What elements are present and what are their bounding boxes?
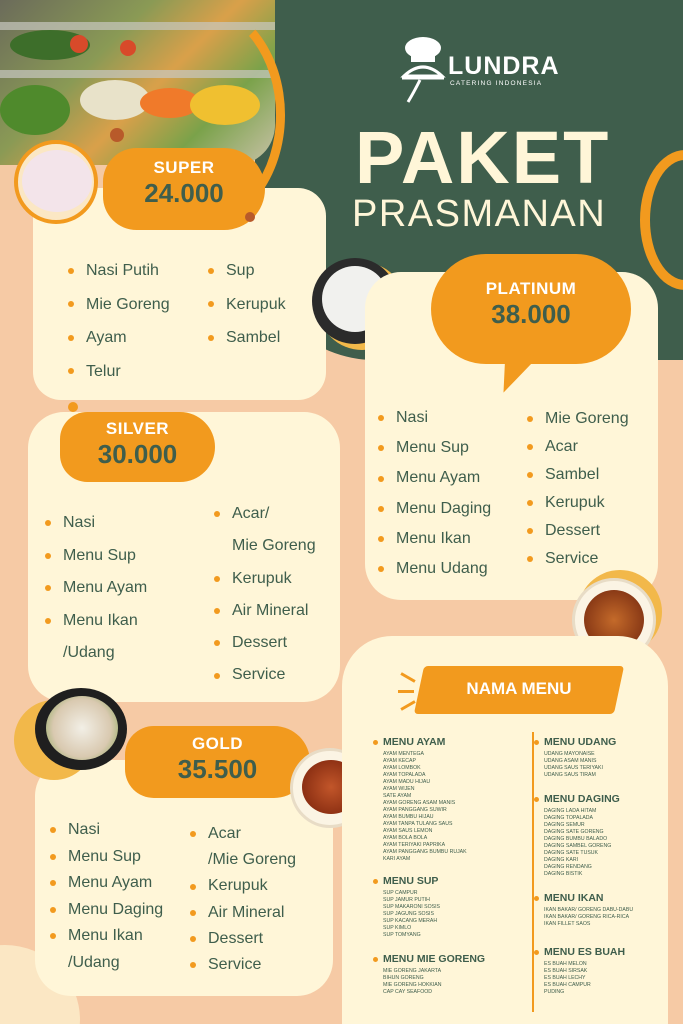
menu-column-right	[534, 736, 664, 1008]
brand-name: LUNDRA	[448, 52, 560, 80]
list-item: Telur	[68, 355, 170, 389]
list-item: Dessert	[527, 517, 629, 545]
menu-group-udang	[534, 736, 664, 779]
super-list-1	[68, 254, 170, 388]
gold-list-1	[50, 817, 163, 976]
badge-silver	[60, 412, 215, 482]
menu-item: AYAM MENTEGA	[383, 751, 425, 757]
menu-heading: MENU ES BUAH	[534, 946, 664, 958]
list-item: Sambel	[208, 321, 286, 355]
list-item: Menu Ayam	[378, 463, 491, 493]
title-prasmanan: PRASMANAN	[352, 193, 607, 235]
title-paket: PAKET	[355, 116, 611, 199]
menu-group-ayam	[373, 736, 528, 863]
menu-item: AYAM SAUS LEMON	[383, 828, 433, 834]
menu-item: DAGING RENDANG	[544, 864, 592, 870]
menu-heading: MENU MIE GORENG	[373, 953, 528, 965]
list-item: Menu Ikan	[45, 605, 147, 638]
list-item: Dessert	[214, 627, 316, 659]
package-price: 38.000	[491, 299, 571, 329]
menu-item: UDANG MAYONAISE	[544, 751, 595, 757]
menu-item: AYAM PANGGANG BUMBU RUJAK	[383, 849, 467, 855]
menu-item: AYAM TOPALADA	[383, 772, 426, 778]
decor-dot	[110, 128, 124, 142]
list-item: Acar/	[214, 498, 316, 530]
list-item: Sambel	[527, 461, 629, 489]
list-item: Menu Daging	[50, 897, 163, 924]
menu-item: AYAM LOMBOK	[383, 765, 421, 771]
badge-gold	[125, 726, 310, 798]
menu-item: DAGING SATE TUSUK	[544, 850, 598, 856]
menu-item: SUP KIMLO	[383, 925, 412, 931]
menu-item: AYAM BOLA BOLA	[383, 835, 428, 841]
gold-list-2	[190, 821, 296, 978]
menu-item: IKAN BAKAR/ GORENG RICA-RICA	[544, 914, 630, 920]
list-item: Menu Sup	[45, 540, 147, 573]
menu-group-ikan	[534, 892, 664, 928]
package-name: GOLD	[191, 734, 244, 753]
list-item: /Udang	[63, 644, 115, 661]
list-item: Nasi Putih	[68, 254, 170, 288]
menu-item: AYAM WIJEN	[383, 786, 415, 792]
package-name: SUPER	[153, 158, 215, 177]
menu-heading: MENU SUP	[373, 875, 528, 887]
silver-list-2	[214, 498, 316, 692]
silver-list-1	[45, 507, 147, 670]
package-name: SILVER	[105, 419, 170, 438]
list-item: Menu Udang	[378, 554, 491, 584]
package-price: 30.000	[97, 439, 178, 469]
list-item: Service	[214, 659, 316, 691]
menu-group-mie-goreng	[373, 953, 528, 996]
brand-tagline: CATERING INDONESIA	[450, 80, 543, 87]
menu-item: MIE GORENG HOKKIAN	[383, 982, 442, 988]
menu-item: AYAM PANGGANG SUWIR	[383, 807, 447, 813]
menu-items-udang	[534, 751, 664, 779]
menu-item: DAGING KARI	[544, 857, 579, 863]
menu-item: BIHUN GORENG	[383, 975, 424, 981]
package-name: PLATINUM	[485, 279, 577, 298]
list-item: Acar	[190, 821, 296, 847]
seafood	[46, 696, 118, 760]
list-item: Air Mineral	[190, 900, 296, 926]
menu-item: AYAM MADU HIJAU	[383, 779, 431, 785]
menu-item: ES BUAH LECHY	[544, 975, 586, 981]
menu-items-sup	[373, 890, 528, 939]
menu-group-es-buah	[534, 946, 664, 996]
list-item: Mie Goreng	[68, 288, 170, 322]
brand-logo	[400, 34, 560, 104]
list-item: Kerupuk	[208, 288, 286, 322]
list-item: Dessert	[190, 926, 296, 952]
decor-dot	[68, 402, 78, 412]
menu-item: PUDING	[544, 989, 565, 995]
list-item: Kerupuk	[527, 489, 629, 517]
list-item: Kerupuk	[214, 563, 316, 595]
list-item: Menu Ikan	[50, 923, 163, 950]
menu-item: AYAM TERIYAKI PAPRIKA	[383, 842, 446, 848]
list-item: /Udang	[68, 953, 120, 971]
package-price: 35.500	[177, 754, 258, 784]
menu-heading: MENU DAGING	[534, 793, 664, 805]
menu-column-left	[373, 736, 528, 1008]
menu-item: DAGING LADA HITAM	[544, 808, 597, 814]
decor-dot	[245, 212, 255, 222]
menu-item: AYAM KECAP	[383, 758, 416, 764]
menu-item: DAGING SATE GORENG	[544, 829, 604, 835]
menu-heading: MENU UDANG	[534, 736, 664, 748]
menu-item: SUP JAGUNG SOSIS	[383, 911, 434, 917]
menu-item: SATE AYAM	[383, 793, 412, 799]
package-price: 24.000	[144, 178, 224, 208]
menu-items-es-buah	[534, 961, 664, 996]
list-item: Nasi	[45, 507, 147, 540]
list-item: Kerupuk	[190, 873, 296, 899]
list-item: Air Mineral	[214, 595, 316, 627]
menu-item: DAGING SAMBEL GORENG	[544, 843, 612, 849]
menu-item: SUP CAMPUR	[383, 890, 418, 896]
menu-item: KARI AYAM	[383, 856, 411, 862]
menu-item: IKAN BAKAR/ GORENG DABU-DABU	[544, 907, 634, 913]
list-item: Sup	[208, 254, 286, 288]
list-item: /Mie Goreng	[208, 851, 297, 869]
list-item: Menu Ayam	[50, 870, 163, 897]
menu-items-ikan	[534, 907, 664, 928]
menu-item: IKAN FILLET SAOS	[544, 921, 591, 927]
menu-item: UDANG SAUS TIRAM	[544, 772, 596, 778]
menu-item: ES BUAH CAMPUR	[544, 982, 591, 988]
super-list-2	[208, 254, 286, 355]
list-item: Service	[190, 952, 296, 978]
list-item: Menu Sup	[378, 433, 491, 463]
platinum-list-1	[378, 403, 491, 584]
list-item: Acar	[527, 433, 629, 461]
menu-items-daging	[534, 808, 664, 878]
menu-item: SUP MAKARONI SOSIS	[383, 904, 440, 910]
menu-item: ES BUAH MELON	[544, 961, 587, 967]
menu-item: DAGING TOPALADA	[544, 815, 594, 821]
list-item: Mie Goreng	[232, 537, 316, 555]
menu-item: ES BUAH SIRSAK	[544, 968, 588, 974]
menu-item: UDANG SAUS TERIYAKI	[544, 765, 603, 771]
list-item: Menu Ikan	[378, 524, 491, 554]
badge-platinum	[431, 254, 631, 364]
menu-item: MIE GORENG JAKARTA	[383, 968, 442, 974]
menu-item: DAGING SEMUR	[544, 822, 585, 828]
menu-group-sup	[373, 875, 528, 939]
list-item: Menu Sup	[50, 844, 163, 871]
menu-item: DAGING BUMBU BALADO	[544, 836, 608, 842]
nama-menu-title: NAMA MENU	[466, 679, 572, 698]
menu-item: DAGING BISTIK	[544, 871, 583, 877]
platinum-list-2	[527, 405, 629, 573]
list-item: Mie Goreng	[527, 405, 629, 433]
menu-item: AYAM TANPA TULANG SAUS	[383, 821, 453, 827]
menu-heading: MENU AYAM	[373, 736, 528, 748]
list-item: Ayam	[68, 321, 170, 355]
menu-item: AYAM GORENG ASAM MANIS	[383, 800, 456, 806]
list-item: Nasi	[378, 403, 491, 433]
menu-group-daging	[534, 793, 664, 878]
list-item: Menu Daging	[378, 494, 491, 524]
menu-item: SUP TOMYANG	[383, 932, 421, 938]
menu-item: AYAM BUMBU HIJAU	[383, 814, 434, 820]
list-item: Nasi	[50, 817, 163, 844]
menu-item: SUP KACANG MERAH	[383, 918, 438, 924]
menu-items-mie-goreng	[373, 968, 528, 996]
menu-item: UDANG ASAM MANIS	[544, 758, 597, 764]
dessert-bowl	[22, 150, 92, 212]
chef-hat-icon	[400, 34, 446, 104]
list-item: Service	[527, 545, 629, 573]
menu-item: CAP CAY SEAFOOD	[383, 989, 433, 995]
list-item: Menu Ayam	[45, 572, 147, 605]
badge-super	[103, 148, 265, 230]
menu-items-ayam	[373, 751, 528, 863]
banner-spark	[398, 690, 414, 693]
menu-heading: MENU IKAN	[534, 892, 664, 904]
menu-item: SUP JAMUR PUTIH	[383, 897, 430, 903]
